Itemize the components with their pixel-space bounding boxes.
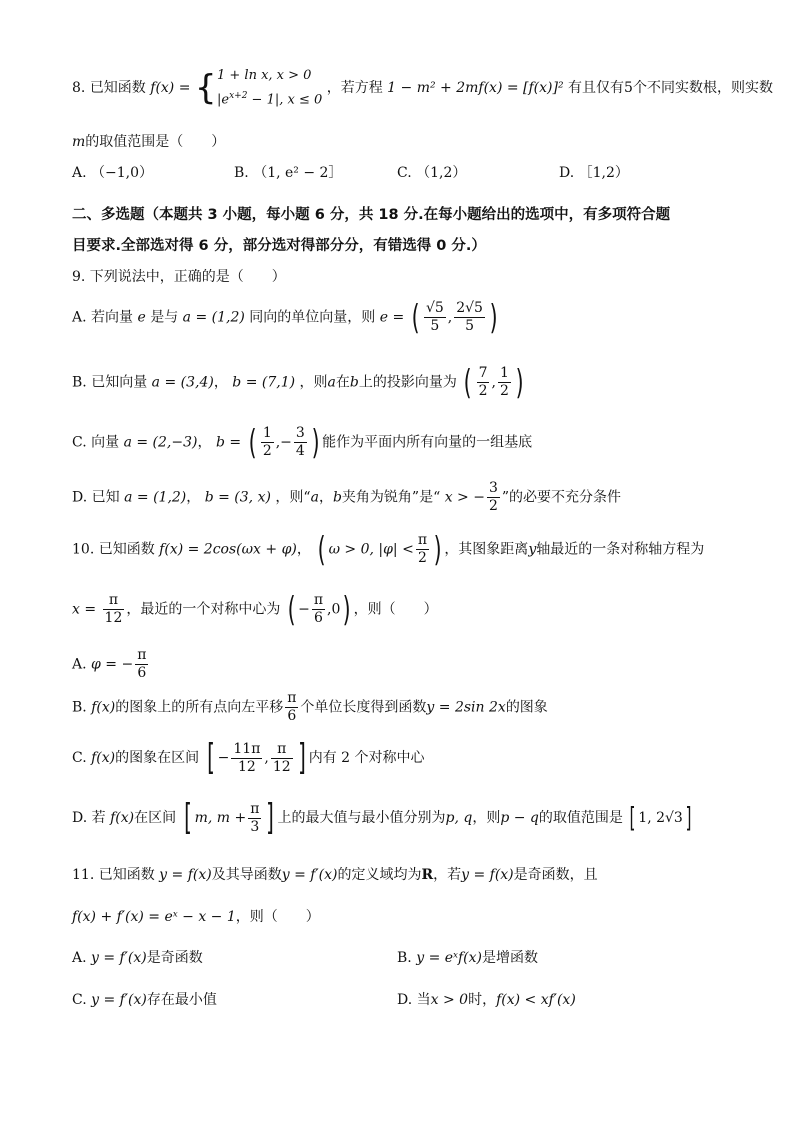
q10-option-b[interactable]: B. f(x)的图象上的所有点向左平移 $\frac{\pi}{6}$ 个单位长度得到函数y = 2sin 2x的图象 [72, 690, 548, 724]
q11-option-c[interactable]: C. y = f′(x)存在最小值 [72, 992, 217, 1008]
q8-option-c[interactable]: C. （1,2） [397, 165, 467, 181]
q9-option-c[interactable]: C. 向量 a = (2,−3)， b = ( $\frac{1}{2}$ ,− $\frac{3}{4}$ ) 能作为平面内所有向量的一组基底 [72, 422, 533, 463]
q10-option-d[interactable]: D. 若 f(x)在区间 [ m, m + $\frac{\pi}{3}$ ] 上的最大值与最小值分别为p, q，则p − q的取值范围是 [ 1, 2√3] [72, 797, 692, 838]
section2-heading-line1: 二、多选题（本题共 3 小题，每小题 6 分，共 18 分.在每小题给出的选项中，有多项符合题 [72, 207, 671, 223]
q9-option-d[interactable]: D. 已知 a = (1,2)， b = (3, x) ，则“a，b夹角为锐角”是“ x > − $\frac{3}{2}$ ”的必要不充分条件 [72, 480, 622, 514]
q8-line1: 8. 已知函数 f(x) = { 1 + ln x, x > 0 $|e^{x+2} - 1|$, x ≤ 0 ，若方程 1 − m² + 2mf(x) = [f(x)]² 有且仅有5个不同实数根，则实数 [72, 66, 773, 110]
q10-option-c[interactable]: C. f(x)的图象在区间 [ − $\frac{11\pi}{12}$ , $\frac{\pi}{12}$ ] 内有 2 个对称中心 [72, 737, 425, 778]
q10-option-a[interactable]: A. φ = − $\frac{\pi}{6}$ [72, 647, 147, 681]
q11-option-b[interactable]: B. y = eˣf(x)是增函数 [397, 950, 538, 966]
q10-line2: x = $\frac{\pi}{12}$ ，最近的一个对称中心为 ( − $\frac{\pi}{6}$ ,0) ，则（ ） [72, 589, 438, 630]
q9-option-b[interactable]: B. 已知向量 a = (3,4)， b = (7,1) ，则a在b上的投影向量为 ( $\frac{7}{2}$ , $\frac{1}{2}$ ) [72, 362, 524, 403]
q8-option-d[interactable]: D. ［1,2） [559, 165, 629, 181]
q11-option-d[interactable]: D. 当x > 0时，f(x) < xf′(x) [397, 992, 576, 1008]
q11-line2: f(x) + f′(x) = eˣ − x − 1，则（ ） [72, 909, 320, 925]
q11-option-a[interactable]: A. y = f′(x)是奇函数 [72, 950, 203, 966]
q10-line1: 10. 已知函数 f(x) = 2cos(ωx + φ)， ( ω > 0, |φ| < $\frac{\pi}{2}$ ) ，其图象距离y轴最近的一条对称轴方程为 [72, 529, 705, 570]
q8-option-a[interactable]: A. （−1,0） [72, 165, 154, 181]
q8-number: 8. [72, 80, 86, 97]
q8-line2: m的取值范围是（ ） [72, 134, 226, 150]
q9-stem: 9. 下列说法中，正确的是（ ） [72, 269, 286, 285]
q9-option-a[interactable]: A. 若向量 e 是与 a = (1,2) 同向的单位向量，则 e = ( $\frac{√5}{5}$ , $\frac{2√5}{5}$ ) [72, 297, 498, 338]
section2-heading-line2: 目要求.全部选对得 6 分，部分选对得部分分，有错选得 0 分.） [72, 238, 486, 254]
q8-option-b[interactable]: B. （1, e² − 2］ [234, 165, 343, 181]
brace-icon: { [194, 68, 217, 109]
q11-line1: 11. 已知函数 y = f(x)及其导函数y = f′(x)的定义域均为R，若y = f(x)是奇函数，且 [72, 867, 598, 883]
piecewise: 1 + ln x, x > 0 $|e^{x+2} - 1|$, x ≤ 0 [217, 68, 323, 108]
